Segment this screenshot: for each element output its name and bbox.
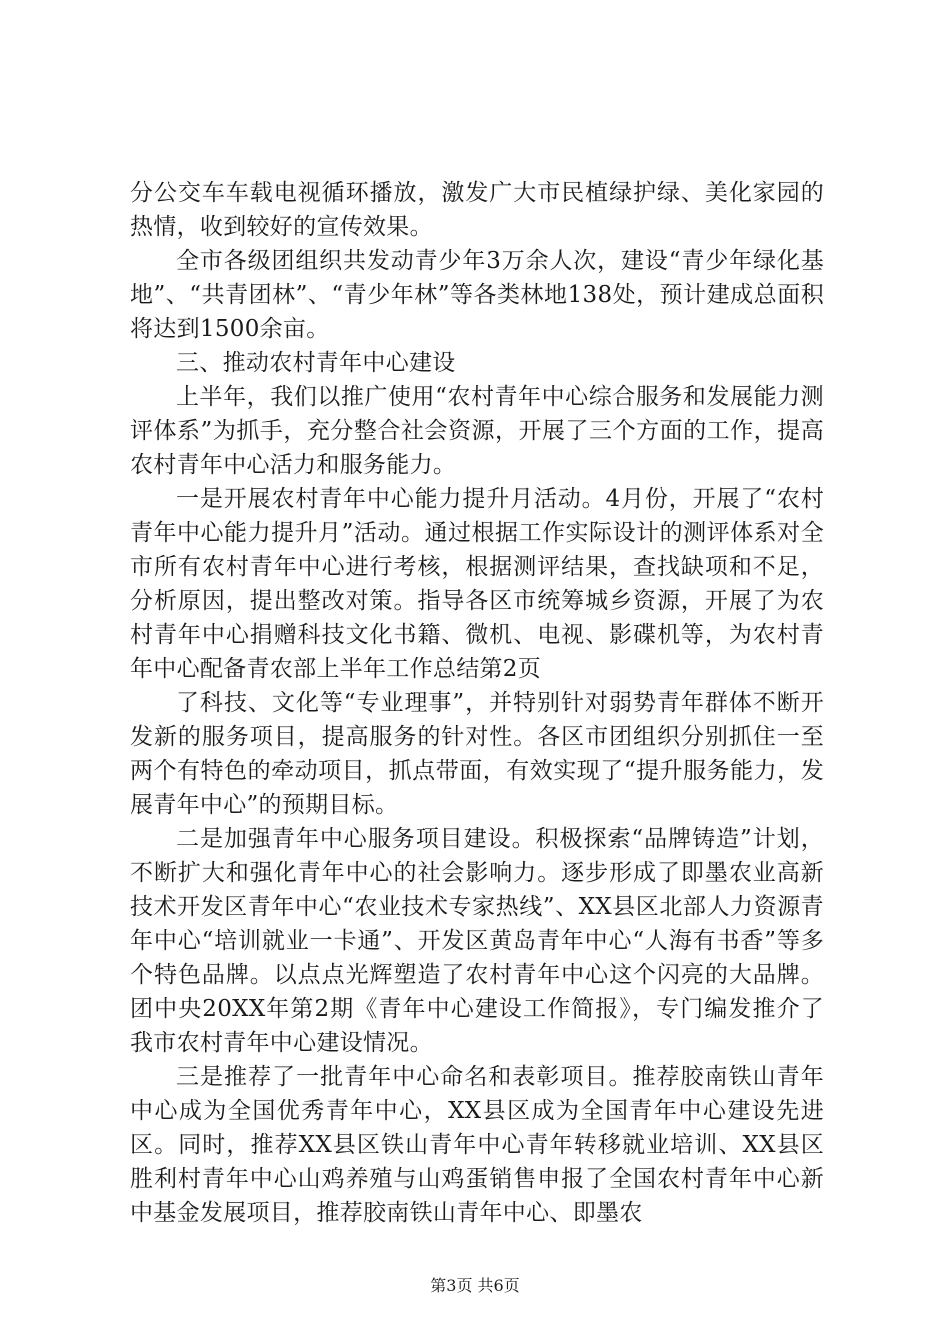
paragraph-5: 一是开展农村青年中心能力提升月活动。4月份，开展了“农村青年中心能力提升月”活动。通过根据工作实际设计的测评体系对全市所有农村青年中心进行考核，根据测评结果，查找缺项和不足，分析原因，提出整改对策。指导各区市统筹城乡资源，开展了为农村青年中心捐赠科技文化书籍、微机、电视、影碟机等，为农村青年中心配备青农部上半年工作总结第2页 bbox=[130, 486, 824, 682]
paragraph-4: 上半年，我们以推广使用“农村青年中心综合服务和发展能力测评体系”为抓手，充分整合社会资源，开展了三个方面的工作，提高农村青年中心活力和服务能力。 bbox=[130, 384, 824, 478]
paragraph-6: 了科技、文化等“专业理事”，并特别针对弱势青年群体不断开发新的服务项目，提高服务的针对性。各区市团组织分别抓住一至两个有特色的牵动项目，抓点带面，有效实现了“提升服务能力，发展青年中心”的预期目标。 bbox=[130, 690, 824, 818]
paragraph-8: 三是推荐了一批青年中心命名和表彰项目。推荐胶南铁山青年中心成为全国优秀青年中心，XX县区成为全国青年中心建设先进区。同时，推荐XX县区铁山青年中心青年转移就业培训、XX县区胜利村青年中心山鸡养殖与山鸡蛋销售申报了全国农村青年中心新中基金发展项目，推荐胶南铁山青年中心、即墨农 bbox=[130, 1064, 824, 1226]
paragraph-1: 分公交车车载电视循环播放，激发广大市民植绿护绿、美化家园的热情，收到较好的宣传效果。 bbox=[130, 180, 824, 240]
paragraph-7: 二是加强青年中心服务项目建设。积极探索“品牌铸造”计划，不断扩大和强化青年中心的社会影响力。逐步形成了即墨农业高新技术开发区青年中心“农业技术专家热线”、XX县区北部人力资源青年中心“培训就业一卡通”、开发区黄岛青年中心“人海有书香”等多个特色品牌。以点点光辉塑造了农村青年中心这个闪亮的大品牌。团中央20XX年第2期《青年中心建设工作简报》，专门编发推介了我市农村青年中心建设情况。 bbox=[130, 826, 824, 1056]
paragraph-2: 全市各级团组织共发动青少年3万余人次，建设“青少年绿化基地”、“共青团林”、“青少年林”等各类林地138处，预计建成总面积将达到1500余亩。 bbox=[130, 248, 824, 342]
page-number-footer: 第3页 共6页 bbox=[430, 1276, 520, 1295]
document-body bbox=[130, 176, 824, 1230]
section-heading: 三、推动农村青年中心建设 bbox=[176, 350, 456, 376]
